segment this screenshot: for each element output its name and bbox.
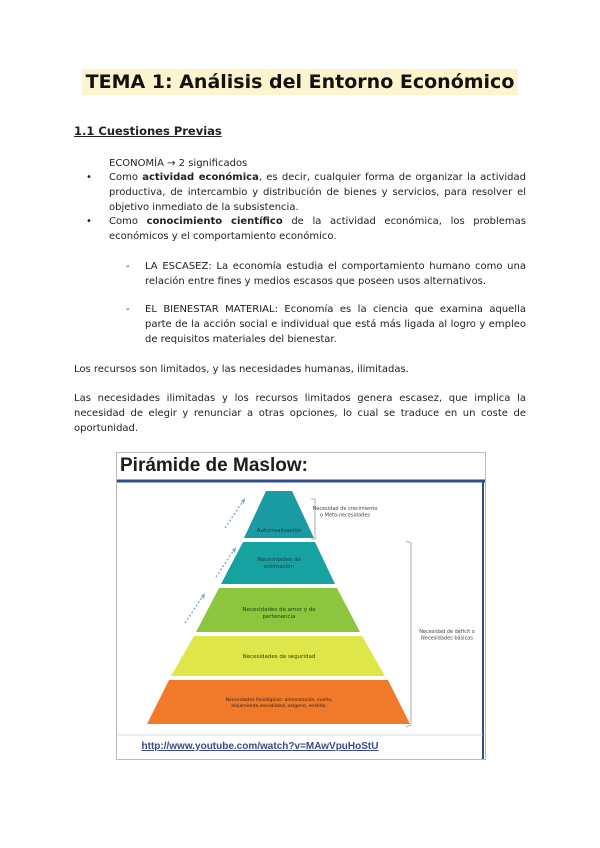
video-url-link[interactable]: http://www.youtube.com/watch?v=MAwVpuHoStU bbox=[141, 741, 379, 752]
arrow-icon bbox=[225, 501, 243, 528]
level-esteem bbox=[221, 542, 335, 584]
paragraph: Los recursos son limitados, y las necesidades humanas, ilimitadas. bbox=[74, 364, 409, 375]
bullet-icon: • bbox=[86, 172, 92, 183]
dash-item bbox=[126, 259, 526, 289]
bracket-deficit bbox=[406, 541, 411, 727]
dash-item bbox=[126, 302, 526, 347]
document-title-text: TEMA 1: Análisis del Entorno Económico bbox=[82, 69, 519, 95]
bullet-bold: actividad económica bbox=[142, 172, 259, 183]
bullet-text: Como actividad económica, es decir, cualquier forma de organizar la actividad productiva, de intercambio y distribución de bienes y servicios, para resolver el objetivo inmediato de la subsistencia. bbox=[109, 172, 527, 213]
maslow-pyramid bbox=[117, 453, 485, 759]
document-title bbox=[0, 71, 600, 93]
level-label: Necesidades de seguridad bbox=[242, 654, 316, 660]
bullet-bold: conocimiento científico bbox=[146, 216, 283, 227]
arrow-icon bbox=[185, 596, 203, 623]
level-label: Necesidades fisiológicas: alimentación, sueño, alojamiento,sexualidad, oxígeno, vestido. bbox=[225, 698, 333, 709]
dash-text: EL BIENESTAR MATERIAL: Economía es la ciencia que examina aquella parte de la acción social e individual que está más ligada al logro y empleo de requisitos materiales del bienestar. bbox=[145, 304, 526, 345]
bullet-text: Como conocimiento científico de la actividad económica, los problemas económicos y el comportamiento económico. bbox=[109, 216, 527, 242]
section-heading: 1.1 Cuestiones Previas bbox=[74, 124, 222, 138]
growth-note: Necesidad de crecimiento o Meta-necesidades bbox=[312, 506, 378, 519]
figure-title: Pirámide de Maslow: bbox=[120, 455, 308, 476]
level-label: Necesidades de amor y de pertenencia bbox=[242, 607, 316, 621]
dash-text: LA ESCASEZ: La economía estudia el comportamiento humano como una relación entre fines y medios escasos que poseen usos alternativos. bbox=[145, 261, 526, 287]
bullet-item bbox=[86, 214, 526, 244]
dash-icon: - bbox=[126, 304, 130, 315]
deficit-note: Necesidad de déficit o Necesidades básicas bbox=[419, 629, 475, 642]
level-label: Autorrealización bbox=[256, 528, 302, 534]
level-label: Necesidades de estimación bbox=[257, 557, 301, 571]
bullet-item bbox=[86, 170, 526, 215]
lead-line: ECONOMÍA → 2 significados bbox=[109, 158, 248, 169]
paragraph: Las necesidades ilimitadas y los recursos limitados genera escasez, que implica la necesidad de elegir y renunciar a otras opciones, lo cual se traduce en un coste de oportunidad. bbox=[74, 393, 526, 434]
dash-icon: - bbox=[126, 261, 130, 272]
maslow-figure bbox=[116, 452, 486, 760]
bullet-icon: • bbox=[86, 216, 92, 227]
